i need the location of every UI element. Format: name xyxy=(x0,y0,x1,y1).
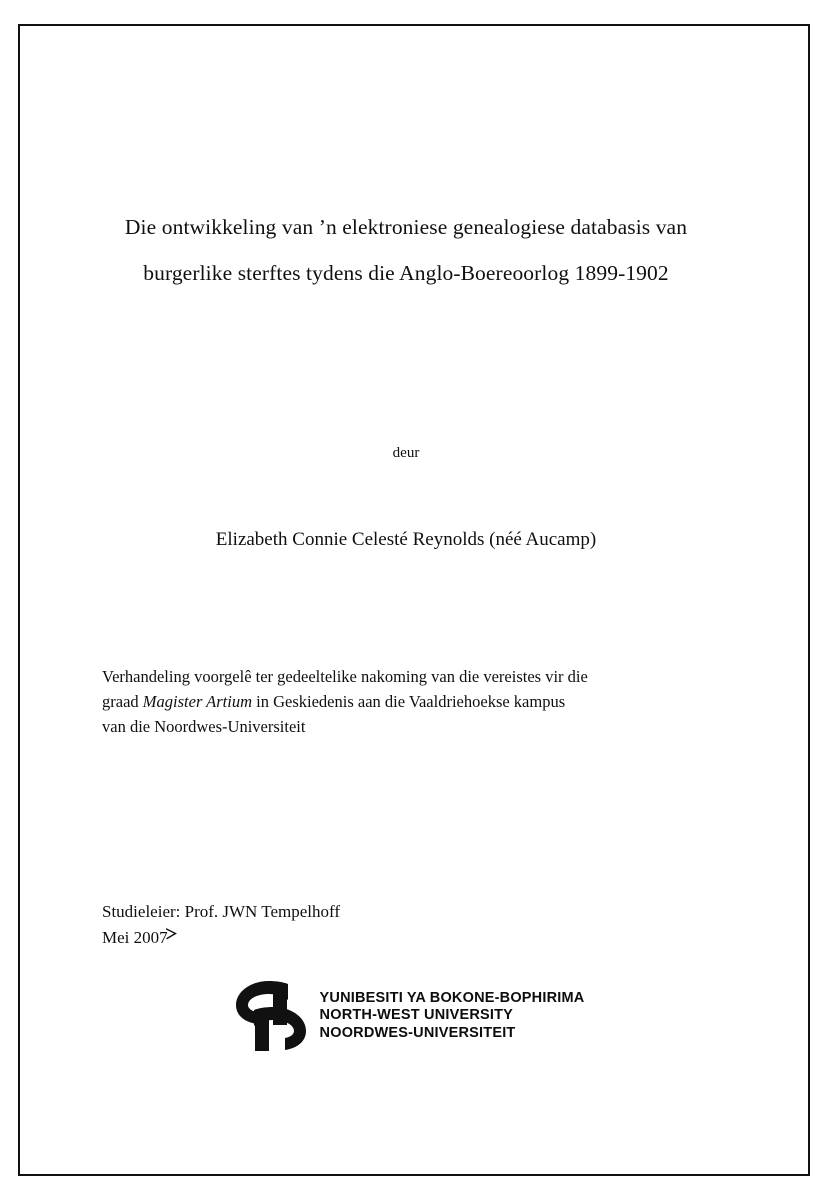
degree-name: Magister Artium xyxy=(142,692,253,711)
logo-text-line-3: NOORDWES-UNIVERSITEIT xyxy=(319,1024,516,1041)
author-name: Elizabeth Connie Celesté Reynolds (néé Aucamp) xyxy=(215,529,597,550)
logo-text-line-2: NORTH-WEST UNIVERSITY xyxy=(319,1007,514,1024)
statement-line-3: van die Noordwes-Universiteit xyxy=(102,717,306,736)
statement-line-2-after: in Geskiedenis aan die Vaaldriehoekse kampus xyxy=(252,692,566,711)
date-text: Mei 2007 xyxy=(102,928,168,947)
supervisor-line: Studieleier: Prof. JWN Tempelhoff xyxy=(102,902,341,921)
statement-line-1: Verhandeling voorgelê ter gedeeltelike nakoming van die vereistes vir die xyxy=(102,667,588,686)
north-west-university-logo-icon xyxy=(228,979,314,1053)
thesis-title xyxy=(86,204,726,296)
degree-statement xyxy=(102,664,719,739)
date-row xyxy=(102,925,662,951)
title-line-1: Die ontwikkeling van ’n elektroniese genealogiese databasis van xyxy=(124,215,688,239)
title-line-2: burgerlike sterftes tydens die Anglo-Boereoorlog 1899-1902 xyxy=(143,261,669,285)
author xyxy=(86,529,726,551)
statement-line-2 xyxy=(102,689,719,714)
title-page-content xyxy=(86,24,726,1128)
date-line xyxy=(102,925,168,951)
by-word: deur xyxy=(392,445,420,461)
logo-text-block xyxy=(320,990,585,1043)
logo-text-line-1: YUNIBESITI YA BOKONE-BOPHIRIMA xyxy=(319,989,585,1006)
supervisor-and-date xyxy=(102,899,662,951)
statement-line-2-before: graad xyxy=(102,692,143,711)
by-label xyxy=(86,444,726,462)
university-logo xyxy=(86,979,726,1053)
